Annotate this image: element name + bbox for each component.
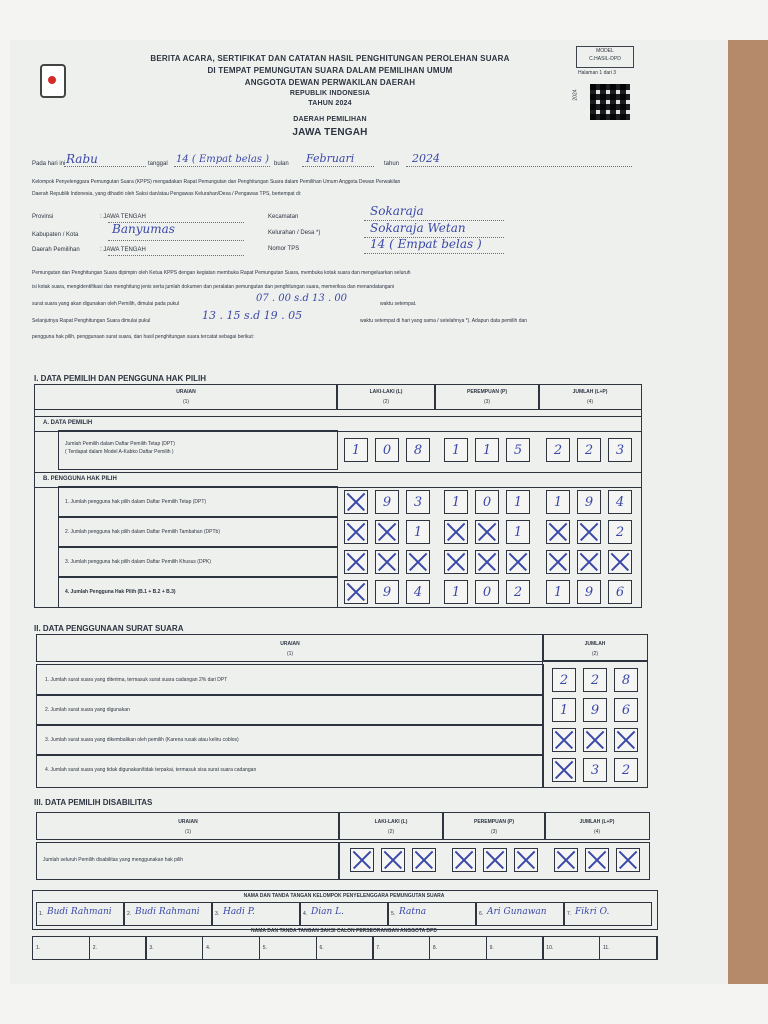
s1-dpt-row: Jumlah Pemilih dalam Daftar Pemilih Tetap (DPT) ( Terdapat dalam Model A-Kabko Daftar Pemilih ) [58,430,338,470]
tahun-label: tahun [384,161,400,167]
s1-dpt-l-digit-2: 0 [375,438,399,462]
title-line-5: TAHUN 2024 [308,100,352,107]
provinsi-label: Provinsi [32,214,54,220]
saksi-number: 7. [376,945,381,951]
saksi-number: 6. [319,945,324,951]
s1-b1-p-digit-1: 1 [444,490,468,514]
qr-code-icon [590,84,630,120]
kpps-signature-cell [124,902,212,926]
kpps-signature: Dian L. [311,907,344,917]
s2-row2-digit-1: 1 [552,698,576,722]
s1-b2-l-digit-2 [375,520,399,544]
s2-row1-digit-3: 8 [614,668,638,692]
kpps-signature: Fikri O. [575,907,610,917]
hari-label: Pada hari ini [32,161,66,167]
kpps-number: 4. [303,911,308,917]
kpps-signature: Budi Rahmani [47,907,112,917]
s1-dpt-j-digit-1: 2 [546,438,570,462]
s2-row2-digit-3: 6 [614,698,638,722]
kpps-signature: Ratna [399,907,427,917]
title-line-2: DI TEMPAT PEMUNGUTAN SUARA DALAM PEMILIHAN UMUM [207,66,453,75]
body-p3-prefix: surat suara yang akan digunakan oleh Pemilih, dimulai pada pukul [32,301,180,307]
s2-row-3: 3. Jumlah surat suara yang dikembalikan oleh pemilih (Karena rusak atau keliru coblos) [36,724,544,756]
s1-b2-l-digit-3: 1 [406,520,430,544]
kelurahan-label: Kelurahan / Desa *) [268,230,321,236]
s2-row-1: 1. Jumlah surat suara yang diterima, termasuk surat suara cadangan 2% dari DPT [36,664,544,696]
s1-b3-j-digit-1 [546,550,570,574]
section3-heading: III. DATA PEMILIH DISABILITAS [34,798,153,807]
s1-b3-l-digit-2 [375,550,399,574]
s1-b4-l-digit-1 [344,580,368,604]
intro-sentence-2: Daerah Republik Indonesia, yang dihadiri oleh Saksi dan/atau Pengawas Kelurahan/Desa / Pengawas TPS, bertempat di: [32,191,302,197]
s1-b4-row: 4. Jumlah Pengguna Hak Pilih (B.1 + B.2 + B.3) [58,576,338,608]
s1-b4-j-digit-3: 6 [608,580,632,604]
s3-col2-digit-2 [483,848,507,872]
saksi-signature-cell [202,936,260,960]
kpps-signature: Budi Rahmani [135,907,200,917]
saksi-signature-cell [89,936,147,960]
dapil-value: : JAWA TENGAH [100,247,146,253]
s2-row2-digit-2: 9 [583,698,607,722]
tanggal-value: 14 ( Empat belas ) [176,154,270,165]
tanggal-label: tanggal [148,161,168,167]
kecamatan-value: Sokaraja [370,204,424,218]
s1-jumlah-header: JUMLAH (L+P) (4) [538,384,642,410]
saksi-signature-cell [599,936,657,960]
model-label: MODEL [596,48,614,54]
section1-heading: I. DATA PEMILIH DAN PENGGUNA HAK PILIH [34,374,206,383]
intro-sentence-1: Kelompok Penyelenggara Pemungutan Suara (KPPS) mengadakan Rapat Pemungutan dan Penghitungan Suara dalam Pemilihan Umum Anggota Dewan Perwakilan [32,179,401,185]
s2-row3-digit-1 [552,728,576,752]
s1-b1-row: 1. Jumlah pengguna hak pilih dalam Daftar Pemilih Tetap (DPT) [58,486,338,518]
kpps-signature-cell [212,902,300,926]
saksi-signature-cell [145,936,203,960]
saksi-signature-cell [542,936,600,960]
s3-col1-digit-2 [381,848,405,872]
kpps-signature-cell [300,902,388,926]
s1-b4-l-digit-2: 9 [375,580,399,604]
s2-row4-digit-1 [552,758,576,782]
hari-value: Rabu [66,152,98,166]
s3-col1-digit-1 [350,848,374,872]
s1-b1-l-digit-2: 9 [375,490,399,514]
tahun-value: 2024 [412,152,440,165]
s1-b3-p-digit-3 [506,550,530,574]
s1-b2-j-digit-2 [577,520,601,544]
kpps-title: NAMA DAN TANDA TANGAN KELOMPOK PENYELENGGARA PEMUNGUTAN SUARA [243,893,445,899]
body-p4-prefix: Selanjutnya Rapat Penghitungan Suara dimulai pukul [32,318,151,324]
saksi-number: 2. [92,945,97,951]
s1-b4-j-digit-1: 1 [546,580,570,604]
saksi-signature-cell [486,936,544,960]
s1-b2-row: 2. Jumlah pengguna hak pilih dalam Daftar Pemilih Tambahan (DPTb) [58,516,338,548]
s1-b-label-row: B. PENGGUNA HAK PILIH [34,472,642,488]
title-line-3: ANGGOTA DEWAN PERWAKILAN DAERAH [244,78,416,87]
s1-dpt-j-digit-2: 2 [577,438,601,462]
kpps-number: 2. [127,911,132,917]
kpps-number: 7. [567,911,572,917]
s1-dpt-p-digit-1: 1 [444,438,468,462]
s2-row3-digit-3 [614,728,638,752]
s1-dpt-j-digit-3: 3 [608,438,632,462]
s2-row1-digit-1: 2 [552,668,576,692]
s3-col1-digit-3 [412,848,436,872]
kecamatan-label: Kecamatan [268,214,299,220]
s3-jumlah-header: JUMLAH (L+P) (4) [544,812,650,840]
year-vertical: 2024 [572,89,579,101]
start-time: 07 . 00 s.d 13 . 00 [256,293,348,304]
kpps-signature-cell [36,902,124,926]
s1-b1-p-digit-2: 0 [475,490,499,514]
saksi-number: 9. [489,945,494,951]
s1-b3-p-digit-2 [475,550,499,574]
daerah-label: DAERAH PEMILIHAN [293,116,367,123]
daerah-value: JAWA TENGAH [292,127,368,138]
section2-heading: II. DATA PENGGUNAAN SURAT SUARA [34,624,184,633]
kpps-signature-cell [564,902,652,926]
s1-b2-j-digit-3: 2 [608,520,632,544]
kpps-signature: Ari Gunawan [487,907,547,917]
kpps-signature-cell [388,902,476,926]
s1-b3-j-digit-2 [577,550,601,574]
s1-b4-j-digit-2: 9 [577,580,601,604]
bulan-label: bulan [274,161,289,167]
s1-b3-l-digit-3 [406,550,430,574]
s2-row3-digit-2 [583,728,607,752]
body-p4-suffix: waktu setempat di hari yang sama / setelahnya *). Adapun data pemilih dan [360,318,528,324]
s3-col3-digit-1 [554,848,578,872]
s2-row-4: 4. Jumlah surat suara yang tidak digunakan/tidak terpakai, termasuk sisa surat suara cadangan [36,754,544,788]
kpps-number: 1. [39,911,44,917]
kpps-signature-cell [476,902,564,926]
s3-row: Jumlah seluruh Pemilih disabilitas yang menggunakan hak pilih [36,842,340,880]
tps-value: 14 ( Empat belas ) [370,237,482,251]
s1-b1-p-digit-3: 1 [506,490,530,514]
s1-dpt-p-digit-2: 1 [475,438,499,462]
s1-b1-j-digit-1: 1 [546,490,570,514]
kabupaten-label: Kabupaten / Kota [32,232,79,238]
count-time: 13 . 15 s.d 19 . 05 [202,309,303,322]
body-p3-suffix: waktu setempat. [380,301,417,307]
s1-uraian-header: URAIAN (1) [34,384,338,410]
s1-b4-p-digit-1: 1 [444,580,468,604]
model-box [576,46,634,68]
s2-row1-digit-2: 2 [583,668,607,692]
s1-b2-j-digit-1 [546,520,570,544]
kelurahan-value: Sokaraja Wetan [370,221,466,235]
table-surface [728,40,768,984]
title-line-4: REPUBLIK INDONESIA [289,90,371,97]
s1-b3-row: 3. Jumlah pengguna hak pilih dalam Daftar Pemilih Khusus (DPK) [58,546,338,578]
kpps-number: 5. [391,911,396,917]
title-line-1: BERITA ACARA, SERTIFIKAT DAN CATATAN HASIL PENGHITUNGAN PEROLEHAN SUARA [150,54,510,63]
kpps-number: 6. [479,911,484,917]
s1-b4-l-digit-3: 4 [406,580,430,604]
saksi-number: 4. [206,945,211,951]
saksi-signature-cell [32,936,90,960]
s1-laki-header: LAKI-LAKI (L) (2) [336,384,436,410]
s3-laki-header: LAKI-LAKI (L) (2) [338,812,444,840]
s3-col3-digit-2 [585,848,609,872]
s1-dpt-l-digit-1: 1 [344,438,368,462]
bulan-value: Februari [306,152,355,165]
s1-b2-p-digit-1 [444,520,468,544]
saksi-number: 1. [36,945,41,951]
saksi-title: NAMA DAN TANDA TANGAN SAKSI CALON PERSEORANGAN ANGGOTA DPD [251,928,437,934]
s3-perempuan-header: PEREMPUAN (P) (3) [442,812,546,840]
s2-jumlah-header: JUMLAH (2) [542,634,648,662]
saksi-number: 5. [262,945,267,951]
s2-row-2: 2. Jumlah surat suara yang digunakan [36,694,544,726]
s1-perempuan-header: PEREMPUAN (P) (3) [434,384,540,410]
page-indicator: Halaman 1 dari 3 [578,70,617,76]
s3-col2-digit-1 [452,848,476,872]
saksi-signature-cell [259,936,317,960]
s1-b3-j-digit-3 [608,550,632,574]
saksi-number: 8. [432,945,438,951]
s1-b1-l-digit-1 [344,490,368,514]
model-code: C.HASIL-DPD [589,56,621,62]
s1-b1-j-digit-2: 9 [577,490,601,514]
provinsi-value: : JAWA TENGAH [100,214,146,220]
s1-b1-l-digit-3: 3 [406,490,430,514]
s3-col2-digit-3 [514,848,538,872]
tps-label: Nomor TPS [268,246,300,252]
s2-uraian-header: URAIAN (1) [36,634,544,662]
saksi-signature-cell [316,936,374,960]
body-p1: Pemungutan dan Penghitungan Suara dipimpin oleh Ketua KPPS dengan kegiatan membuka Rapat Pemungutan Suara, membuka kotak suara dan mengeluarkan seluruh [32,270,411,276]
s1-b4-p-digit-2: 0 [475,580,499,604]
body-p2: isi kotak suara, mengidentifikasi dan menghitung jenis serta jumlah dokumen dan peralatan pemungutan dan penghitungan suara, memeriksa dan menandatangani [32,284,395,290]
s1-b2-p-digit-2 [475,520,499,544]
s1-a-label-row: A. DATA PEMILIH [34,416,642,432]
saksi-number: 10. [546,945,554,951]
s3-col3-digit-3 [616,848,640,872]
s1-b3-l-digit-1 [344,550,368,574]
saksi-number: 3. [149,945,154,951]
s2-row4-digit-3: 2 [614,758,638,782]
s1-b1-j-digit-3: 4 [608,490,632,514]
s1-dpt-l-digit-3: 8 [406,438,430,462]
s1-b4-p-digit-3: 2 [506,580,530,604]
s2-row4-digit-2: 3 [583,758,607,782]
kpps-number: 3. [215,911,220,917]
kpu-logo-icon [40,64,66,98]
saksi-signature-cell [372,936,430,960]
s1-b2-p-digit-3: 1 [506,520,530,544]
s3-uraian-header: URAIAN (1) [36,812,340,840]
kabupaten-value: Banyumas [112,222,175,236]
s1-b2-l-digit-1 [344,520,368,544]
body-p5: pengguna hak pilih, penggunaan surat suara, dan hasil penghitungan suara tercatat sebagai berikut: [32,334,255,340]
dapil-label: Daerah Pemilihan [32,247,80,253]
s1-dpt-p-digit-3: 5 [506,438,530,462]
s1-b3-p-digit-1 [444,550,468,574]
saksi-signature-cell [429,936,487,960]
kpps-signature: Hadi P. [223,907,255,917]
saksi-number: 11. [603,945,610,951]
